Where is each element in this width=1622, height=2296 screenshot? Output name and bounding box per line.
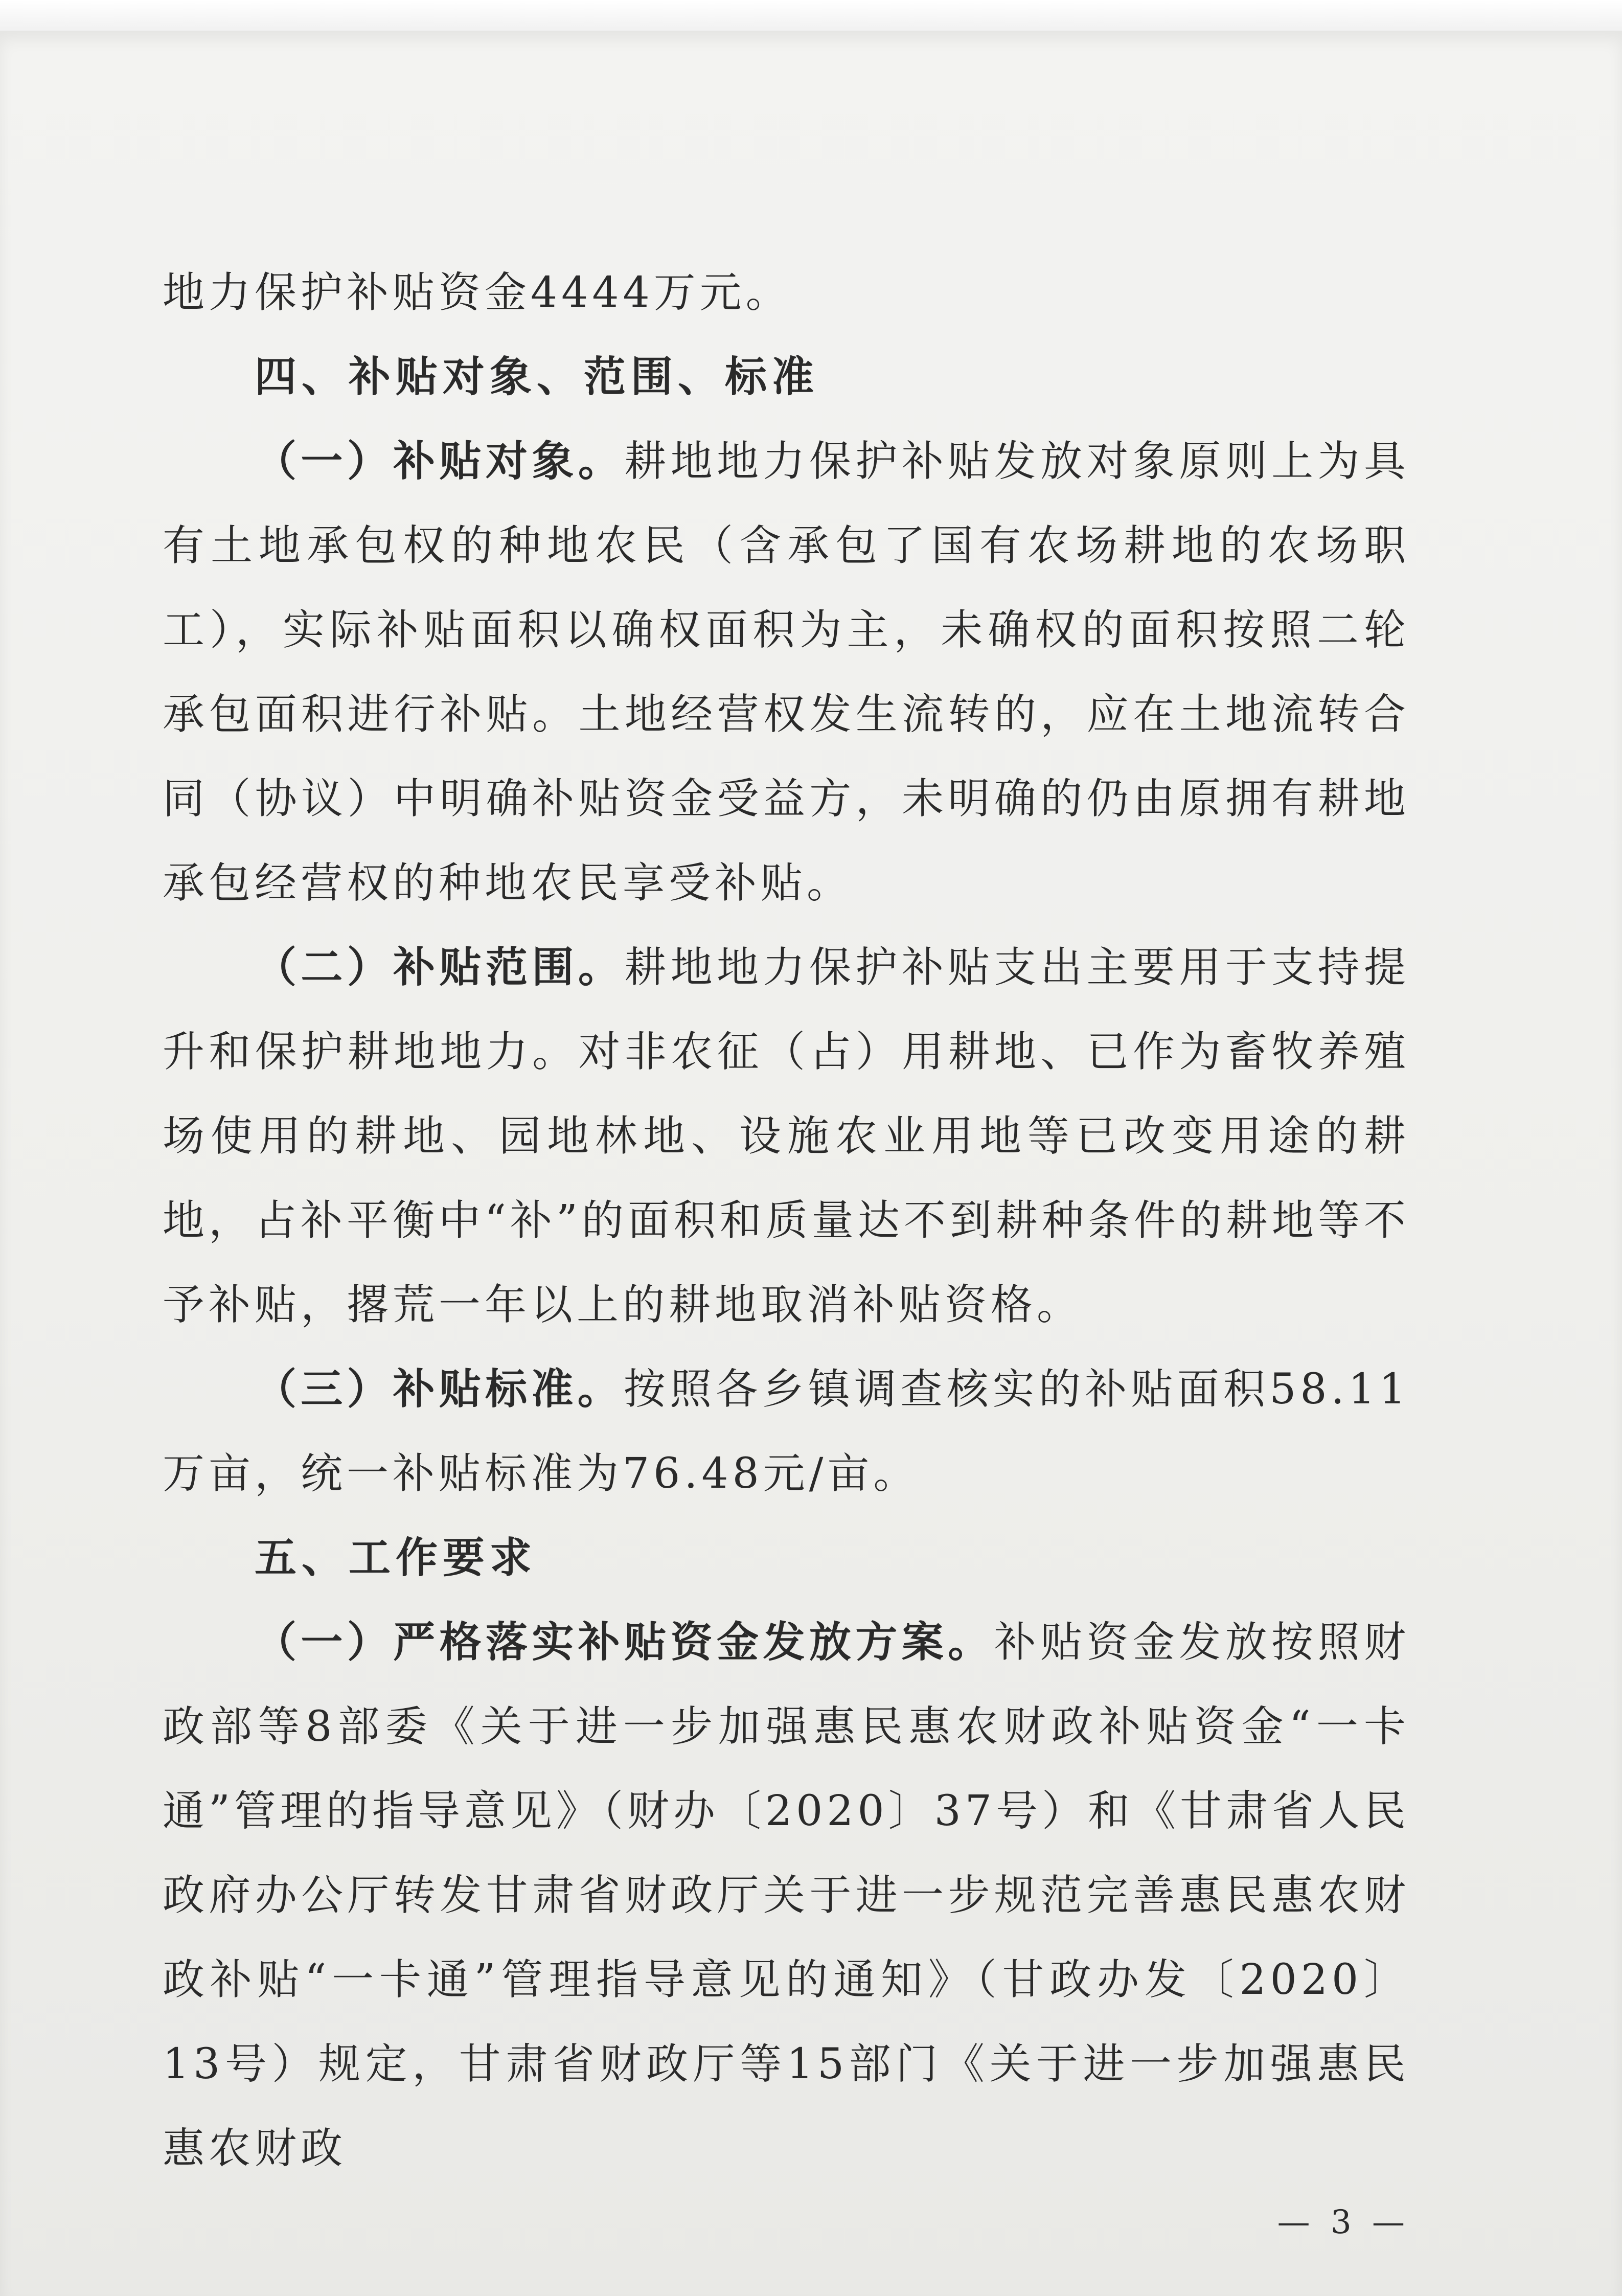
paragraph-lead: （三）补贴标准。 bbox=[255, 1365, 624, 1414]
section-heading-five: 五、工作要求 bbox=[255, 1534, 537, 1582]
paragraph-text: 地力保护补贴资金4444万元。 bbox=[163, 268, 792, 317]
paragraph-subsidy-recipients bbox=[163, 419, 1410, 925]
paragraph-lead: （二）补贴范围。 bbox=[255, 943, 625, 992]
section-heading-four: 四、补贴对象、范围、标准 bbox=[255, 353, 819, 401]
paragraph-implementation-plan bbox=[163, 1600, 1410, 2191]
photo-background-edge bbox=[0, 0, 1622, 31]
paragraph-subsidy-scope bbox=[163, 925, 1410, 1347]
paragraph-text: 耕地地力保护补贴发放对象原则上为具有土地承包权的种地农民（含承包了国有农场耕地的农场职工），实际补贴面积以确权面积为主，未确权的面积按照二轮承包面积进行补贴。土地经营权发生流转的，应在土地流转合同（协议）中明确补贴资金受益方，未明确的仍由原拥有耕地承包经营权的种地农民享受补贴。 bbox=[163, 437, 1410, 907]
page-number: — 3 — bbox=[1277, 2203, 1410, 2241]
paragraph-subsidy-standard bbox=[163, 1347, 1410, 1516]
paragraph-text: 耕地地力保护补贴支出主要用于支持提升和保护耕地地力。对非农征（占）用耕地、已作为畜牧养殖场使用的耕地、园地林地、设施农业用地等已改变用途的耕地，占补平衡中“补”的面积和质量达不到耕种条件的耕地等不予补贴，撂荒一年以上的耕地取消补贴资格。 bbox=[163, 943, 1410, 1329]
paragraph-lead: （一）严格落实补贴资金发放方案。 bbox=[255, 1618, 994, 1667]
paragraph-text: 按照各乡镇调查核实的补贴面积58.11万亩，统一补贴标准为76.48元/亩。 bbox=[163, 1365, 1410, 1498]
document-body bbox=[163, 251, 1410, 2191]
paragraph-continuation bbox=[163, 251, 1410, 335]
paragraph-text: 补贴资金发放按照财政部等8部委《关于进一步加强惠民惠农财政补贴资金“一卡通”管理的指导意见》（财办〔2020〕37号）和《甘肃省人民政府办公厅转发甘肃省财政厅关于进一步规范完善惠民惠农财政补贴“一卡通”管理指导意见的通知》（甘政办发〔2020〕13号）规定，甘肃省财政厅等15部门《关于进一步加强惠民惠农财政 bbox=[163, 1618, 1410, 2173]
paragraph-lead: （一）补贴对象。 bbox=[255, 437, 625, 486]
